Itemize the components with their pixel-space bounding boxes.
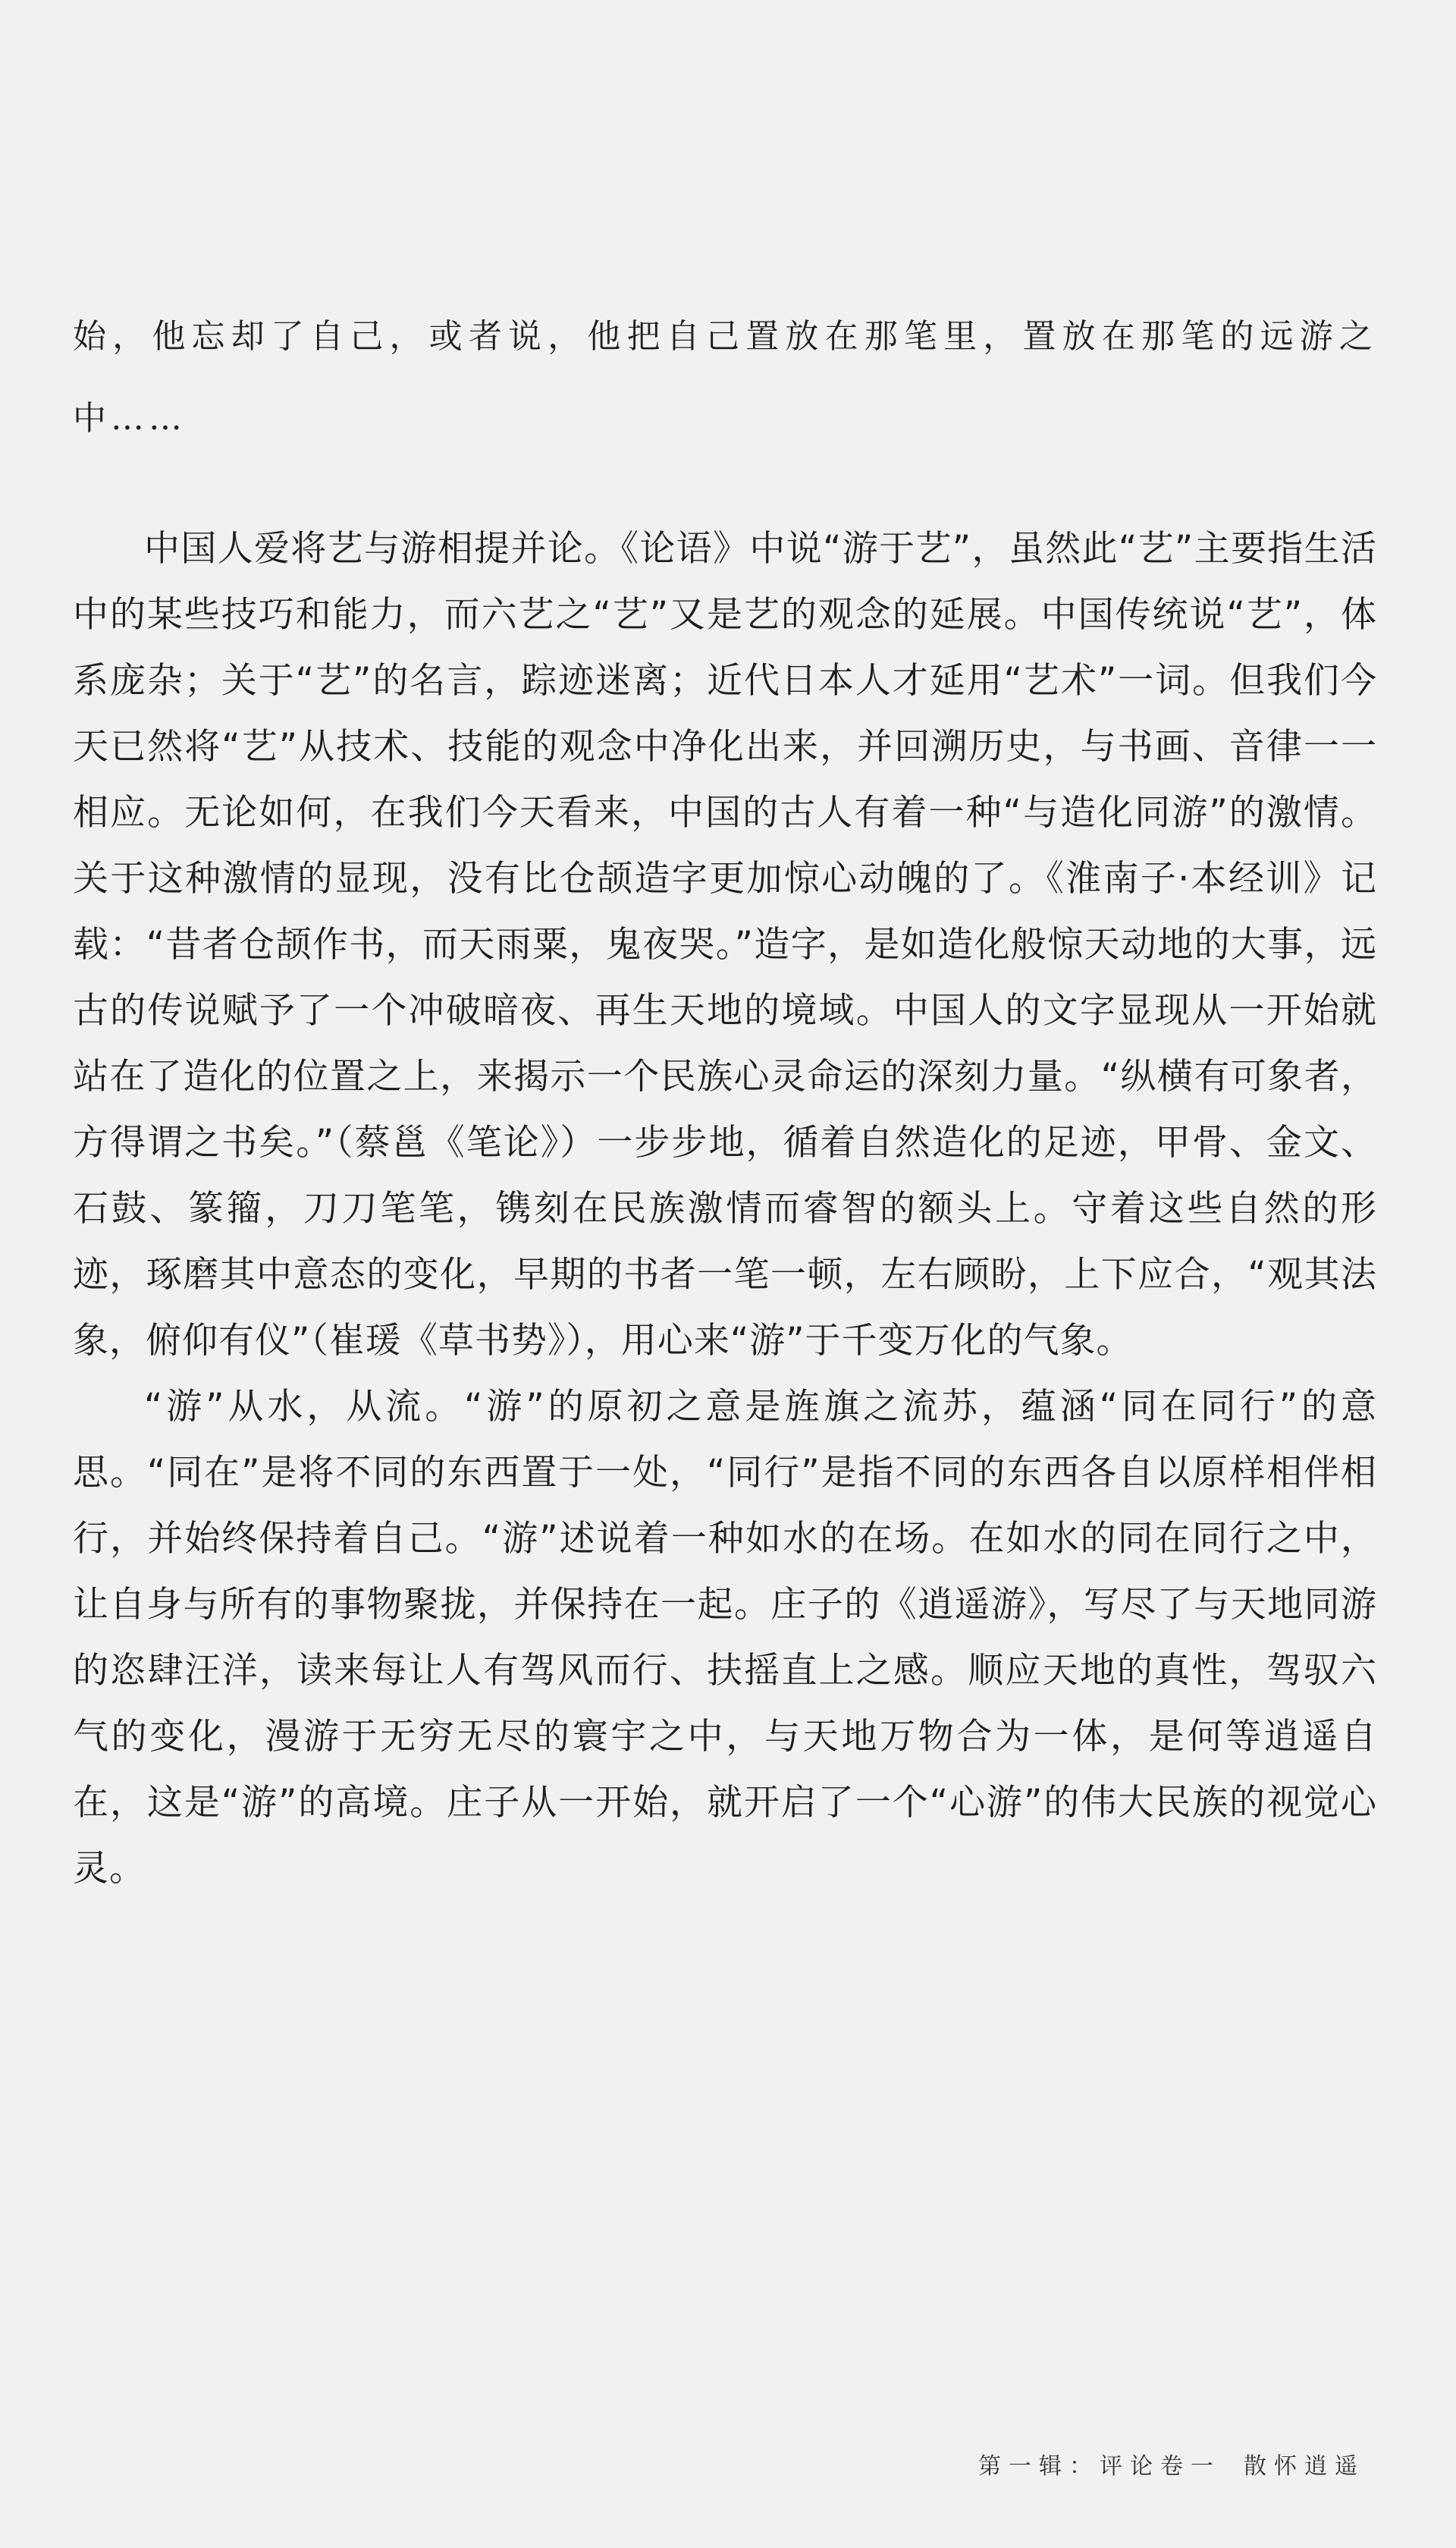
running-footer: [978, 2447, 1365, 2480]
quote-continuation: 始，他忘却了自己，或者说，他把自己置放在那笔里，置放在那笔的远游之中……: [73, 317, 1377, 438]
paragraph: “游”从水，从流。“游”的原初之意是旌旗之流苏，蕴涵“同在同行”的意思。“同在”是将不同的东西置于一处，“同行”是指不同的东西各自以原样相伴相行，并始终保持着自己。“游”述说着一种如水的在场。在如水的同在同行之中，让自身与所有的事物聚拢，并保持在一起。庄子的《逍遥游》，写尽了与天地同游的恣肆汪洋，读来每让人有驾风而行、扶摇直上之感。顺应天地的真性，驾驭六气的变化，漫游于无穷无尽的寰宇之中，与天地万物合为一体，是何等逍遥自在，这是“游”的高境。庄子从一开始，就开启了一个“心游”的伟大民族的视觉心灵。: [73, 1386, 1377, 1890]
footer-section: 第一辑：评论卷一: [978, 2453, 1221, 2480]
footer-title: 散怀逍遥: [1244, 2453, 1365, 2480]
body-text: [73, 516, 1377, 1902]
paragraph: 中国人爱将艺与游相提并论。《论语》中说“游于艺”，虽然此“艺”主要指生活中的某些技巧和能力，而六艺之“艺”又是艺的观念的延展。中国传统说“艺”，体系庞杂；关于“艺”的名言，踪迹迷离；近代日本人才延用“艺术”一词。但我们今天已然将“艺”从技术、技能的观念中净化出来，并回溯历史，与书画、音律一一相应。无论如何，在我们今天看来，中国的古人有着一种“与造化同游”的激情。关于这种激情的显现，没有比仓颉造字更加惊心动魄的了。《淮南子·本经训》记载：“昔者仓颉作书，而天雨粟，鬼夜哭。”造字，是如造化般惊天动地的大事，远古的传说赋予了一个冲破暗夜、再生天地的境域。中国人的文字显现从一开始就站在了造化的位置之上，来揭示一个民族心灵命运的深刻力量。“纵横有可象者，方得谓之书矣。”（蔡邕《笔论》）一步步地，循着自然造化的足迹，甲骨、金文、石鼓、篆籀，刀刀笔笔，镌刻在民族激情而睿智的额头上。守着这些自然的形迹，琢磨其中意态的变化，早期的书者一笔一顿，左右顾盼，上下应合，“观其法象，俯仰有仪”（崔瑗《草书势》），用心来“游”于千变万化的气象。: [73, 528, 1377, 1362]
